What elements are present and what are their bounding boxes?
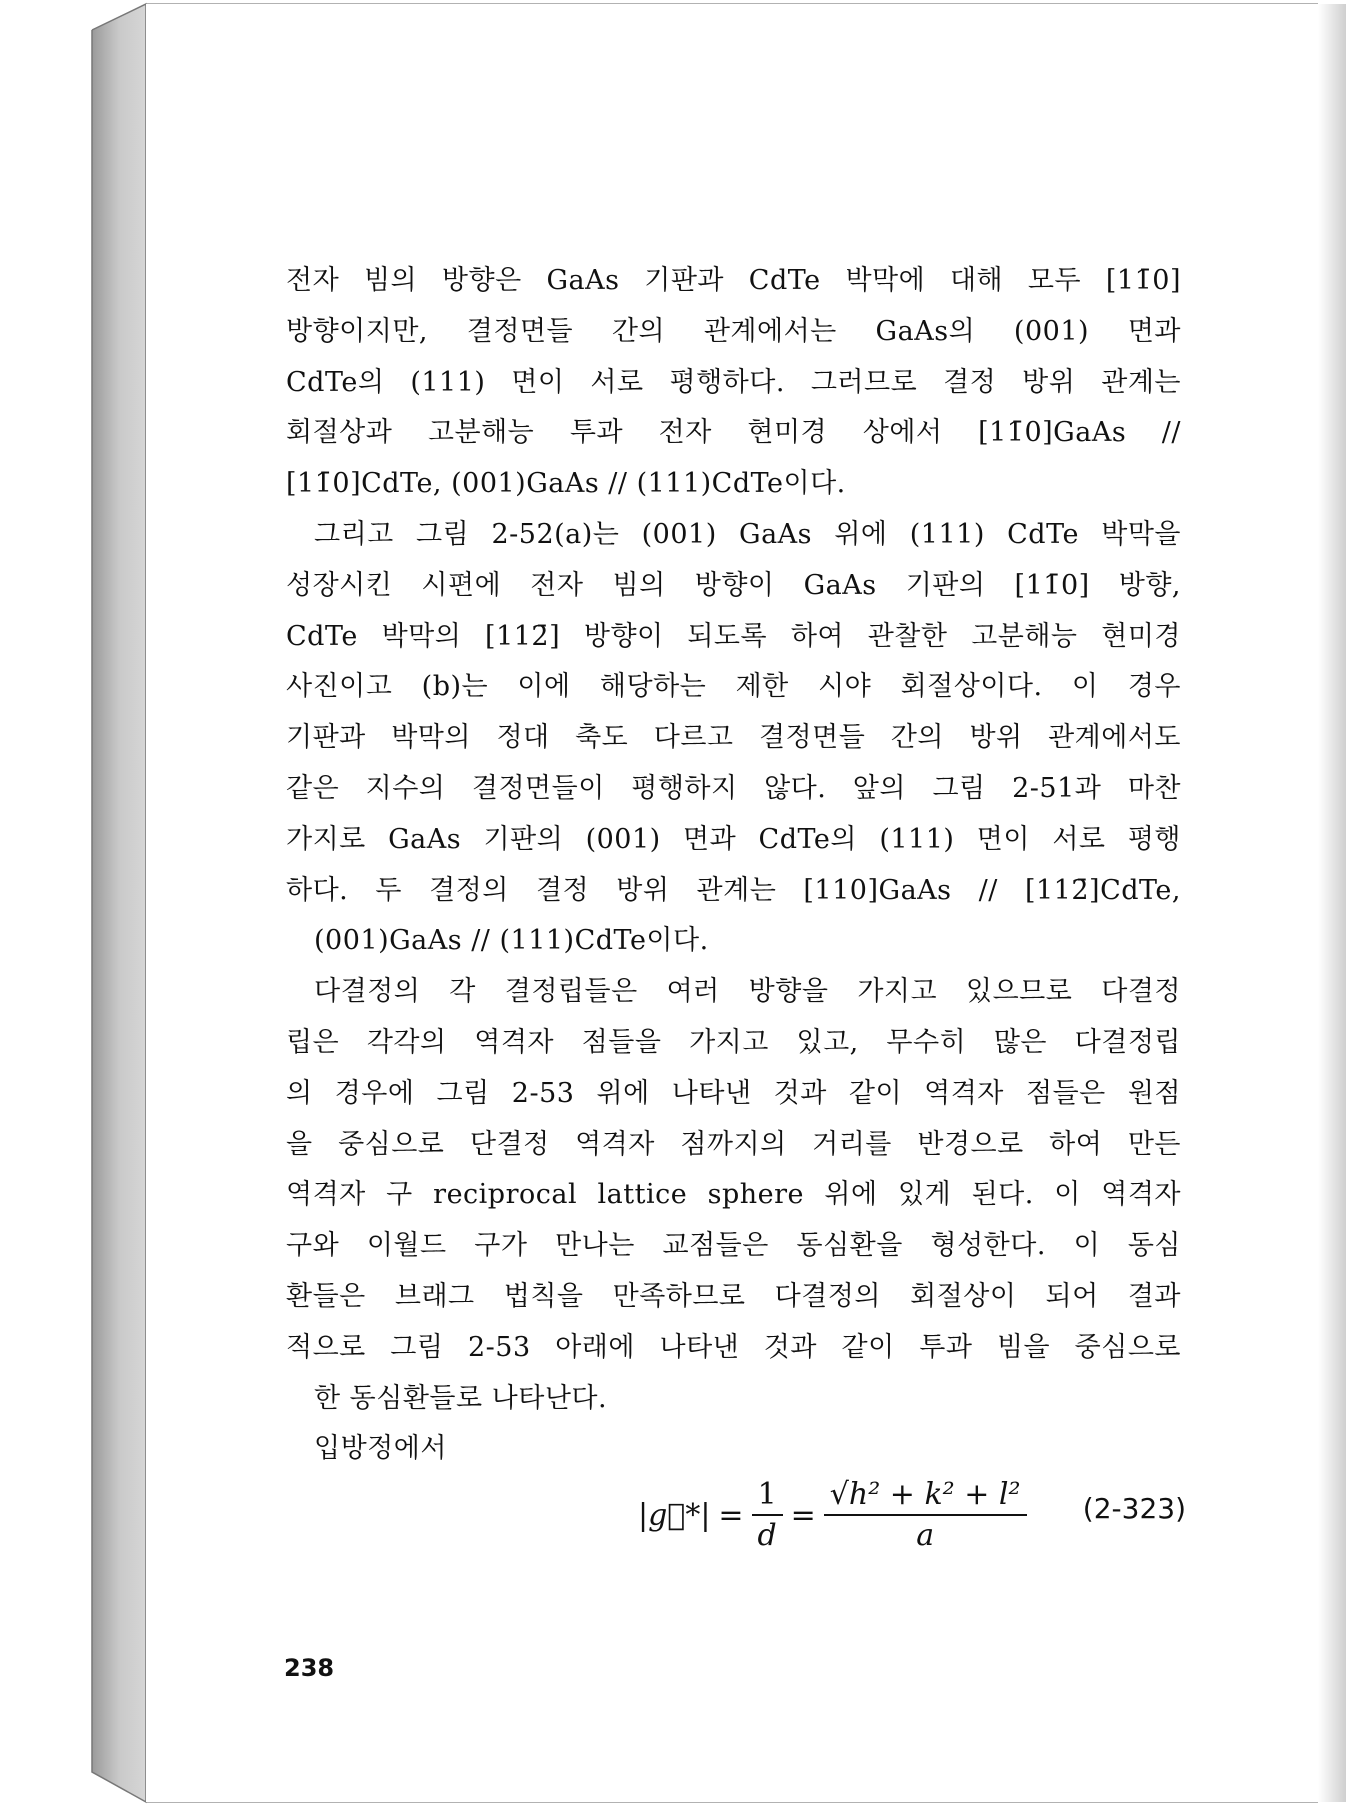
eq-equals: = (718, 1497, 744, 1533)
eq-fraction-1 (752, 1477, 783, 1553)
text-line: CdTe 박막의 [112̄] 방향이 되도록 하여 관찰한 고분해능 현미경 (286, 620, 1181, 652)
eq-lhs: |g⃗*| (638, 1497, 711, 1533)
text-line: 그리고 그림 2-52(a)는 (001) GaAs 위에 (111) CdTe 박막을 (314, 518, 1181, 550)
book-spine (92, 4, 146, 1802)
text-line: CdTe의 (111) 면이 서로 평행하다. 그러므로 결정 방위 관계는 (286, 366, 1181, 398)
text-line: 립은 각각의 역격자 점들을 가지고 있고, 무수히 많은 다결정립 (286, 1026, 1181, 1058)
paragraph-3 (286, 967, 1181, 1424)
equation-number: (2-323) (1082, 1492, 1186, 1525)
page-edge (1318, 4, 1346, 1802)
eq-frac2-numerator: √h² + k² + l² (824, 1477, 1027, 1516)
text-line: (001)GaAs // (111)CdTe이다. (314, 925, 709, 957)
text-line: [11̄0]CdTe, (001)GaAs // (111)CdTe이다. (286, 468, 846, 500)
text-line: 같은 지수의 결정면들이 평행하지 않다. 앞의 그림 2-51과 마찬 (286, 772, 1181, 804)
text-line: 구와 이월드 구가 만나는 교점들은 동심환을 형성한다. 이 동심 (286, 1230, 1181, 1262)
eq-frac2-denominator: a (916, 1518, 935, 1553)
text-line: 성장시킨 시편에 전자 빔의 방향이 GaAs 기판의 [11̄0] 방향, (286, 569, 1181, 601)
text-line: 사진이고 (b)는 이에 해당하는 제한 시야 회절상이다. 이 경우 (286, 671, 1181, 703)
eq-fraction-2 (824, 1477, 1027, 1553)
text-line: 을 중심으로 단결정 역격자 점까지의 거리를 반경으로 하여 만든 (286, 1128, 1181, 1160)
text-line: 회절상과 고분해능 투과 전자 현미경 상에서 [11̄0]GaAs // (286, 417, 1181, 449)
text-line: 역격자 구 reciprocal lattice sphere 위에 있게 된다. 이 역격자 (286, 1179, 1181, 1211)
equation-math (638, 1470, 1027, 1560)
text-line: 의 경우에 그림 2-53 위에 나타낸 것과 같이 역격자 점들은 원점 (286, 1077, 1181, 1109)
eq-frac1-numerator: 1 (752, 1477, 783, 1516)
paragraph-2 (286, 510, 1181, 967)
eq-equals: = (790, 1497, 816, 1533)
page-number: 238 (284, 1654, 335, 1682)
text-line: 하다. 두 결정의 결정 방위 관계는 [110]GaAs // [112̄]CdTe, (286, 874, 1181, 906)
text-line: 전자 빔의 방향은 GaAs 기판과 CdTe 박막에 대해 모두 [11̄0] (286, 265, 1181, 296)
text-line: 적으로 그림 2-53 아래에 나타낸 것과 같이 투과 빔을 중심으로 (286, 1331, 1181, 1363)
text-line: 방향이지만, 결정면들 간의 관계에서는 GaAs의 (001) 면과 (286, 315, 1181, 347)
text-line: 한 동심환들로 나타난다. (314, 1382, 608, 1414)
text-line: 다결정의 각 결정립들은 여러 방향을 가지고 있으므로 다결정 (314, 976, 1181, 1008)
text-line: 기판과 박막의 정대 축도 다르고 결정면들 간의 방위 관계에서도 (286, 722, 1181, 754)
eq-frac1-denominator: d (757, 1518, 777, 1553)
text-line: 입방정에서 (314, 1433, 447, 1465)
body-text (286, 256, 1181, 1475)
book-page (146, 4, 1318, 1802)
equation-2-323 (286, 1470, 1186, 1560)
paragraph-1 (286, 256, 1181, 510)
text-line: 환들은 브래그 법칙을 만족하므로 다결정의 회절상이 되어 결과 (286, 1280, 1181, 1312)
paragraph-4 (286, 1424, 1181, 1475)
text-line: 가지로 GaAs 기판의 (001) 면과 CdTe의 (111) 면이 서로 평행 (286, 823, 1181, 855)
